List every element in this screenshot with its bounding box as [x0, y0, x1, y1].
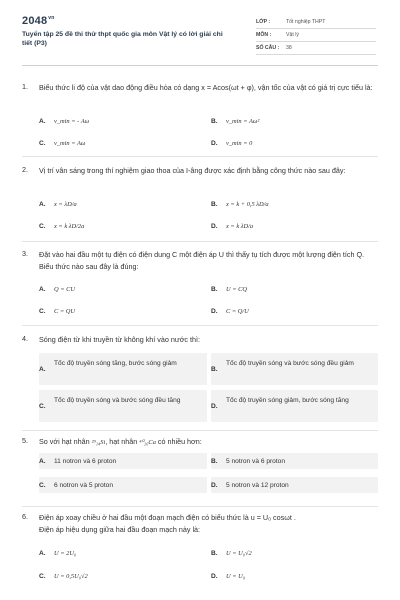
option-letter: B. [211, 118, 218, 125]
option-letter: B. [211, 366, 218, 373]
question-stem: Vị trí vân sáng trong thí nghiệm giao thoa của I-âng được xác định bằng công thức nào sau đây: [39, 166, 346, 175]
info-label: MÔN : [256, 32, 272, 38]
question-stem: Biểu thức li độ của vật dao động điều hòa có dạng x = Acos(ωt + φ), vận tốc của vật có giá trị cực tiểu là: [39, 83, 373, 92]
option-letter: A. [39, 458, 46, 465]
option-letter: B. [211, 201, 218, 208]
info-row-subject [256, 29, 376, 42]
option-text: Tốc độ truyền sóng và bước sóng đều giảm [226, 360, 354, 367]
option-text: v_min = Aω [54, 140, 86, 147]
option-text: 5 notron và 6 proton [226, 458, 286, 465]
info-value: Vật lý [286, 32, 299, 38]
site-logo[interactable] [22, 15, 55, 27]
option-text: Tốc độ truyền sóng và bước sóng đều tăng [54, 397, 181, 404]
option-letter: C. [39, 573, 46, 580]
question-6 [22, 512, 378, 596]
question-number: 4. [22, 334, 28, 343]
option-text: v_min = Aω² [226, 118, 260, 125]
question-number: 6. [22, 512, 28, 521]
option-letter: C. [39, 223, 46, 230]
option-d[interactable] [211, 395, 373, 419]
option-letter: A. [39, 366, 46, 373]
option-b[interactable] [211, 358, 373, 382]
option-letter: C. [39, 308, 46, 315]
option-letter: D. [211, 140, 218, 147]
info-value: Tốt nghiệp THPT [286, 19, 326, 25]
option-text: Q = CU [54, 286, 76, 293]
question-2 [22, 165, 378, 245]
option-text: U = 0,5U₀√2 [54, 573, 88, 580]
logo-suffix: vn [48, 15, 55, 22]
page-title: Tuyển tập 25 đề thi thử thpt quốc gia môn Vật lý có lời giải chi tiết (P3) [22, 31, 223, 47]
question-divider [22, 241, 378, 242]
stem-line: Điện áp xoay chiều ở hai đầu một đoạn mạch điện có biểu thức là u = U₀ cosωt . [39, 513, 296, 522]
stem-text: , hạt nhân [105, 437, 140, 446]
option-letter: C. [39, 482, 46, 489]
option-a[interactable] [39, 358, 201, 382]
question-number: 5. [22, 436, 28, 445]
question-stem [39, 436, 379, 449]
option-text: C = Q/U [226, 308, 249, 315]
option-text: Tốc độ truyền sóng tăng, bước sóng giảm [54, 360, 177, 367]
option-text: 5 notron và 12 proton [226, 482, 289, 489]
question-divider [22, 506, 378, 507]
option-letter: C. [39, 403, 46, 410]
option-text: v_min = - Aω [54, 118, 90, 125]
option-letter: B. [211, 286, 218, 293]
question-3 [22, 249, 378, 329]
option-text: C = QU [54, 308, 76, 315]
stem-text: có nhiều hơn: [155, 437, 202, 446]
question-number: 2. [22, 165, 28, 174]
option-letter: A. [39, 118, 46, 125]
nucleus-calcium: ⁴⁰₂₀Ca [139, 439, 156, 446]
nucleus-silicon: ²⁹₁₄Si [91, 439, 106, 446]
option-text: 11 notron và 6 proton [54, 458, 117, 465]
option-letter: D. [211, 403, 218, 410]
logo-text: 2048 [22, 15, 48, 27]
exam-info-table [256, 16, 376, 55]
question-stem [39, 512, 379, 535]
question-stem: Sóng điện từ khi truyền từ không khí vào nước thì: [39, 335, 200, 344]
option-text: 6 notron và 5 proton [54, 482, 114, 489]
option-letter: D. [211, 308, 218, 315]
question-number: 3. [22, 249, 28, 258]
question-4 [22, 334, 378, 434]
question-number: 1. [22, 82, 28, 91]
option-text: x = k + 0,5 λD/a [226, 201, 269, 208]
option-letter: D. [211, 223, 218, 230]
option-letter: D. [211, 573, 218, 580]
option-text: U = U₀ [226, 573, 245, 580]
question-divider [22, 430, 378, 431]
info-label: LỚP : [256, 19, 271, 25]
question-1 [22, 82, 378, 162]
option-text: v_min = 0 [226, 140, 253, 147]
stem-line: Điện áp hiệu dụng giữa hai đầu đoạn mạch này là: [39, 524, 201, 534]
option-text: x = λD/a [54, 201, 77, 208]
info-value: 38 [286, 45, 292, 51]
option-letter: A. [39, 201, 46, 208]
question-divider [22, 156, 378, 157]
stem-text: So với hạt nhân [39, 437, 92, 446]
option-letter: B. [211, 550, 218, 557]
option-c[interactable] [39, 395, 201, 419]
question-divider [22, 325, 378, 326]
page-header [0, 0, 400, 64]
info-row-count [256, 42, 376, 55]
option-letter: A. [39, 286, 46, 293]
option-text: x = k λD/2a [54, 223, 85, 230]
option-letter: D. [211, 482, 218, 489]
option-text: Tốc độ truyền sóng giảm, bước sóng tăng [226, 397, 349, 404]
info-label: SỐ CÂU : [256, 45, 280, 51]
option-letter: A. [39, 550, 46, 557]
option-text: U = 2U₀ [54, 550, 77, 557]
option-letter: C. [39, 140, 46, 147]
question-5 [22, 436, 378, 502]
info-row-class [256, 16, 376, 29]
option-letter: B. [211, 458, 218, 465]
option-text: x = k λD/a [226, 223, 254, 230]
question-stem: Đặt vào hai đầu một tụ điện có điện dung C một điện áp U thì thấy tụ tích được một lượng điện tích Q. Biểu thức nào sau đây là đúng: [39, 250, 365, 271]
option-text: U = CQ [226, 286, 248, 293]
header-divider [22, 65, 378, 66]
option-text: U = U₀√2 [226, 550, 252, 557]
